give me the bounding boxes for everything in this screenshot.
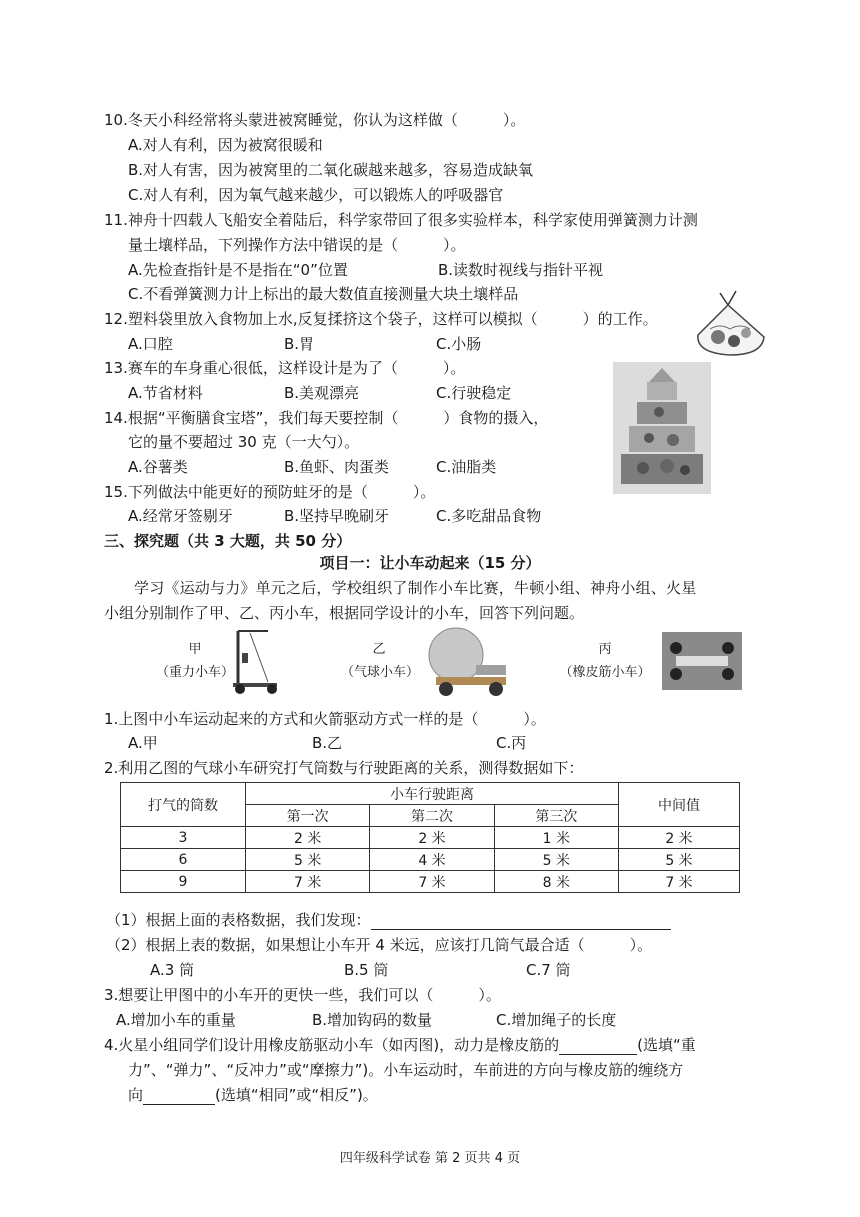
q14-option-b[interactable]: B.鱼虾、肉蛋类 [284,458,390,476]
table-cell: 6 [121,849,246,871]
table-cell: 2 米 [246,827,370,849]
q12-option-b[interactable]: B.胃 [284,335,315,353]
q14-option-a[interactable]: A.谷薯类 [128,458,188,476]
table-cell: 7 米 [370,871,494,893]
p4-force-blank[interactable] [559,1038,637,1055]
p2-option-c[interactable]: C.7 筒 [526,961,571,979]
table-cell: 4 米 [370,849,494,871]
car-a-label: （重力小车） [155,665,234,680]
project-intro-line1: 学习《运动与力》单元之后，学校组织了制作小车比赛，牛顿小组、神舟小组、火星 [134,579,697,597]
table-cell: 5 米 [246,849,370,871]
table-cell: 7 米 [619,871,740,893]
q15-option-a[interactable]: A.经常牙签剔牙 [128,507,233,525]
p4-line3-suffix: (选填“相同”或“相反”)。 [215,1086,378,1104]
q11-stem-line1: 11.神舟十四载人飞船安全着陆后，科学家带回了很多实验样本，科学家使用弹簧测力计测 [104,211,698,229]
q12-option-c[interactable]: C.小肠 [436,335,482,353]
p4-line3 [128,1085,378,1105]
p3-option-c[interactable]: C.增加绳子的长度 [496,1011,617,1029]
q11-option-b[interactable]: B.读数时视线与指针平视 [438,261,604,279]
p2-stem: 2.利用乙图的气球小车研究打气筒数与行驶距离的关系，测得数据如下： [104,759,584,777]
header-distance: 小车行驶距离 [246,783,619,805]
p4-line1 [104,1035,696,1055]
car-c-name: 丙 [598,642,612,657]
car-b-label: （气球小车） [340,665,419,680]
p1-stem: 1.上图中小车运动起来的方式和火箭驱动方式一样的是（ ）。 [104,710,546,728]
header-pumps: 打气的筒数 [121,783,246,827]
p4-direction-blank[interactable] [143,1088,215,1105]
q13-stem: 13.赛车的车身重心很低，这样设计是为了（ ）。 [104,359,466,377]
p2-option-b[interactable]: B.5 筒 [344,961,389,979]
table-cell: 3 [121,827,246,849]
q11-stem-line2: 量土壤样品，下列操作方法中错误的是（ ）。 [128,236,466,254]
table-cell: 2 米 [619,827,740,849]
p3-stem: 3.想要让甲图中的小车开的更快一些，我们可以（ ）。 [104,986,501,1004]
page-footer: 四年级科学试卷 第 2 页共 4 页 [339,1151,521,1166]
q10-option-b[interactable]: B.对人有害，因为被窝里的二氧化碳越来越多，容易造成缺氧 [128,161,534,179]
header-trial-1: 第一次 [246,805,370,827]
gravity-car-image [228,627,288,697]
p2-option-a[interactable]: A.3 筒 [150,961,195,979]
project-intro-line2: 小组分别制作了甲、乙、丙小车，根据同学设计的小车，回答下列问题。 [104,604,585,622]
q14-option-c[interactable]: C.油脂类 [436,458,497,476]
q10-stem: 10.冬天小科经常将头蒙进被窝睡觉，你认为这样做（ ）。 [104,111,526,129]
p1-option-c[interactable]: C.丙 [496,734,527,752]
q15-stem: 15.下列做法中能更好的预防蛀牙的是（ ）。 [104,483,436,501]
p1-option-a[interactable]: A.甲 [128,734,158,752]
car-c-label: （橡皮筋小车） [559,665,651,680]
car-a-name: 甲 [188,642,202,657]
header-trial-2: 第二次 [370,805,494,827]
table-cell: 5 米 [494,849,618,871]
balloon-car-image [424,625,516,700]
q11-option-c[interactable]: C.不看弹簧测力计上标出的最大数值直接测量大块土壤样品 [128,285,519,303]
table-row [121,849,740,871]
table-cell: 1 米 [494,827,618,849]
table-cell: 9 [121,871,246,893]
q14-stem-line1: 14.根据“平衡膳食宝塔”，我们每天要控制（ ）食物的摄入， [104,409,549,427]
q10-option-c[interactable]: C.对人有利，因为氧气越来越少，可以锻炼人的呼吸器官 [128,186,504,204]
q15-option-c[interactable]: C.多吃甜品食物 [436,507,542,525]
p2-sub2: （2）根据上表的数据，如果想让小车开 4 米远，应该打几筒气最合适（ ）。 [106,936,653,954]
table-row [121,871,740,893]
table-row [121,827,740,849]
project-1-title: 项目一：让小车动起来（15 分） [319,554,541,572]
header-median: 中间值 [619,783,740,827]
q15-option-b[interactable]: B.坚持早晚刷牙 [284,507,390,525]
section-3-heading: 三、探究题（共 3 大题，共 50 分） [104,532,352,550]
q11-option-a[interactable]: A.先检查指针是不是指在“0”位置 [128,261,348,279]
p2-sub1 [106,910,671,930]
table-cell: 2 米 [370,827,494,849]
p2-sub1-text: （1）根据上面的表格数据，我们发现： [106,911,371,929]
p4-line1-suffix: (选填“重 [637,1036,696,1054]
q14-stem-line2: 它的量不要超过 30 克（一大勺）。 [128,433,360,451]
plastic-bag-image [690,285,768,360]
food-pyramid-image [613,362,711,494]
p4-line1-text: 4.火星小组同学们设计用橡皮筋驱动小车（如丙图)，动力是橡皮筋的 [104,1036,560,1054]
q13-option-a[interactable]: A.节省材料 [128,384,203,402]
p4-line3-text: 向 [128,1086,144,1104]
p3-option-a[interactable]: A.增加小车的重量 [116,1011,236,1029]
rubber-band-car-image [662,632,742,690]
q12-option-a[interactable]: A.口腔 [128,335,173,353]
table-cell: 5 米 [619,849,740,871]
p3-option-b[interactable]: B.增加钩码的数量 [312,1011,433,1029]
p2-sub1-answer-blank[interactable] [371,913,671,930]
table-cell: 7 米 [246,871,370,893]
car-b-name: 乙 [372,642,386,657]
p4-line2: 力”、“弹力”、“反冲力”或“摩擦力”)。小车运动时，车前进的方向与橡皮筋的缠绕方 [128,1061,684,1079]
table-cell: 8 米 [494,871,618,893]
p1-option-b[interactable]: B.乙 [312,734,343,752]
q13-option-c[interactable]: C.行驶稳定 [436,384,512,402]
q12-stem: 12.塑料袋里放入食物加上水,反复揉挤这个袋子，这样可以模拟（ ）的工作。 [104,310,658,328]
q13-option-b[interactable]: B.美观漂亮 [284,384,360,402]
distance-data-table [120,782,740,893]
q10-option-a[interactable]: A.对人有利，因为被窝很暖和 [128,136,323,154]
header-trial-3: 第三次 [494,805,618,827]
